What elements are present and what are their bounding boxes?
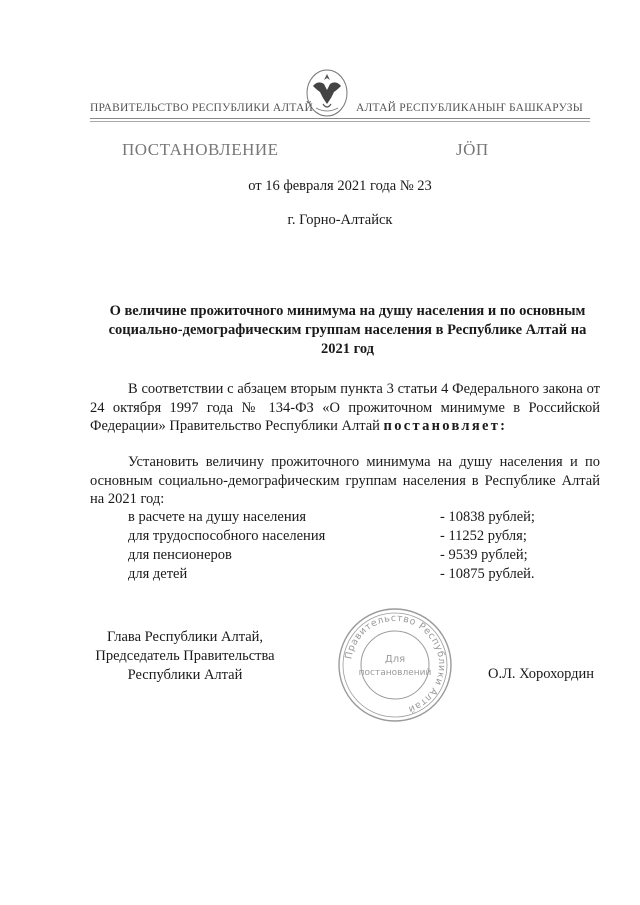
preamble-paragraph: [90, 380, 600, 436]
rate-label: для трудоспособного населения: [128, 528, 326, 544]
rate-value: - 9539 рублей;: [440, 547, 528, 563]
document-title: О величине прожиточного минимума на душу населения и по основным социально-демографическим группам населения в Республике Алтай на 2021 год: [108, 303, 587, 357]
header-divider: [90, 118, 590, 119]
resolution-keyword: постановляет:: [383, 418, 508, 434]
subsistence-rates-list: [128, 508, 598, 584]
signatory-position: [80, 628, 290, 685]
rate-label: для пенсионеров: [128, 547, 232, 563]
rate-label: в расчете на душу населения: [128, 509, 307, 525]
signatory-line-3: Республики Алтай: [127, 667, 243, 683]
preamble-text: В соответствии с абзацем вторым пункта 3 статьи 4 Федерального закона от 24 октября 1997 года № 134-ФЗ «О прожиточном минимуме в Российской Федерации» Правительство Республики Алтай: [90, 381, 600, 434]
rate-value: - 10875 рублей.: [440, 566, 535, 582]
government-header: [90, 100, 590, 116]
resolution-paragraph: Установить величину прожиточного минимума на душу населения и по основным социально-демографическим группам населения в Республике Алтай на 2021 год:: [90, 454, 600, 507]
stamp-center-line-2: постановлений: [358, 668, 432, 678]
signatory-line-2: Председатель Правительства: [95, 648, 275, 664]
stamp-ring-text: Правительство Республики Алтай: [343, 612, 448, 715]
rate-row: [128, 527, 598, 546]
signatory-name: О.Л. Хорохордин: [488, 666, 595, 682]
official-stamp-icon: [336, 606, 454, 724]
document-type-ru: ПОСТАНОВЛЕНИЕ: [122, 140, 279, 159]
document-date-number: от 16 февраля 2021 года № 23: [248, 178, 432, 194]
rate-row: [128, 508, 598, 527]
header-left-text: ПРАВИТЕЛЬСТВО РЕСПУБЛИКИ АЛТАЙ: [90, 102, 314, 114]
rate-value: - 11252 рубля;: [440, 528, 527, 544]
rate-label: для детей: [128, 566, 188, 582]
document-city: г. Горно-Алтайск: [287, 212, 393, 228]
rate-row: [128, 546, 598, 565]
rate-row: [128, 565, 598, 584]
header-divider-thin: [90, 121, 590, 122]
signatory-line-1: Глава Республики Алтай,: [106, 629, 264, 645]
rate-value: - 10838 рублей;: [440, 509, 535, 525]
document-type-alt: JÖП: [456, 140, 489, 159]
header-right-text: АЛТАЙ РЕСПУБЛИКАНЫҤ БАШКАРУЗЫ: [356, 102, 583, 114]
stamp-center-line-1: Для: [384, 654, 406, 665]
